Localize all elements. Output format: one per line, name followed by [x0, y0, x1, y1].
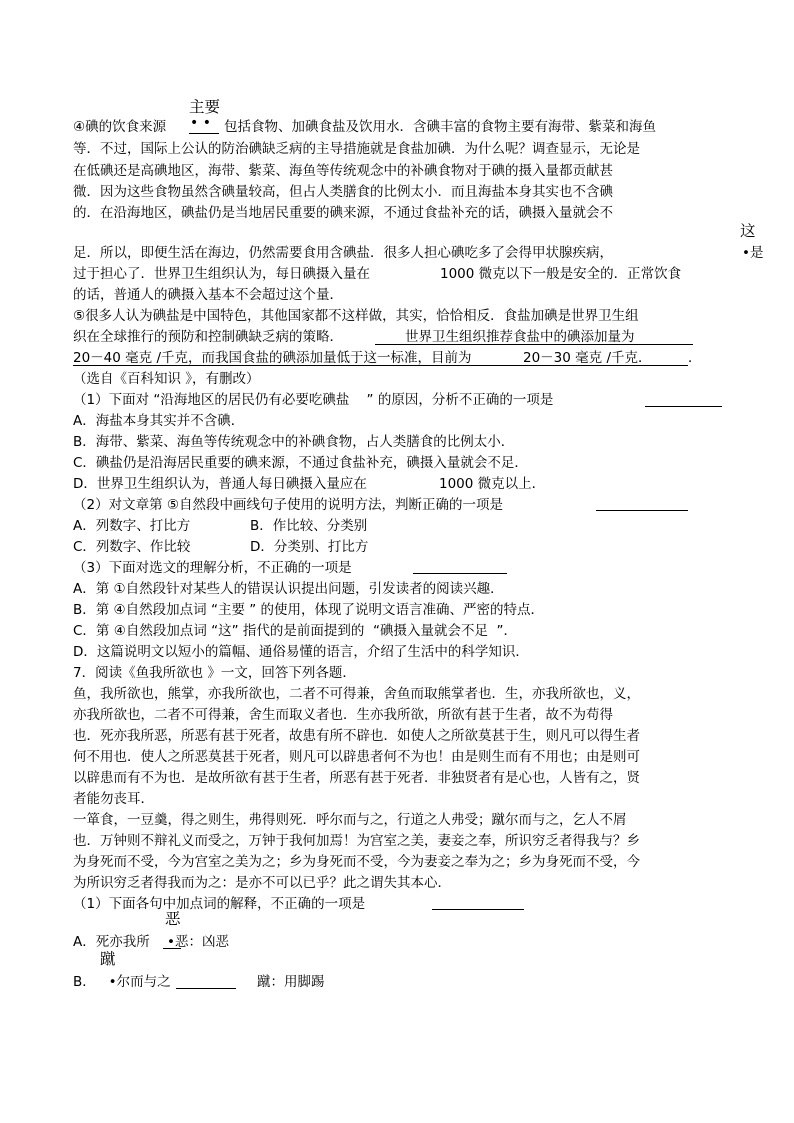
p4-line-4: 微．因为这些食物虽然含碘量较高，但占人类膳食的比例太小．而且海盐本身其实也不含碘: [73, 184, 613, 200]
q7-title: 7．阅读《鱼我所欲也 》一文，回答下列各题．: [73, 665, 356, 681]
q7-para1-line6: 者能勿丧耳．: [73, 791, 154, 807]
q2-option-d: D．分类别、打比方: [250, 539, 369, 555]
q7-para1-line3: 也．死亦我所恶，所恶有甚于死者，故患有所不辟也．如使人之所欲莫甚于生，则凡可以得生者: [73, 728, 640, 744]
emphasis-word-zhe: 这: [740, 222, 756, 240]
p4-line-6: 足．所以，即便生活在海边，仍然需要食用含碘盐．很多人担心碘吃多了会得甲状腺疾病，: [73, 245, 613, 261]
q7-option-b-a: B． •尔而与之: [73, 974, 171, 990]
q7-para1-line2: 亦我所欲也，二者不可得兼，舍生而取义者也．生亦我所欲，所欲有甚于生者，故不为苟得: [73, 707, 613, 723]
emphasis-dot-shi: •是: [742, 245, 764, 261]
q1-option-d-a: D．世界卫生组织认为，普通人每日碘摄入量应在: [73, 476, 367, 492]
p4-line-2: 等．不过，国际上公认的防治碘缺乏病的主导措施就是食盐加碘．为什么呢？调查显示，无论是: [73, 141, 640, 157]
q7-emphasis-e: 恶: [165, 910, 181, 928]
q1-option-d-b: 1000 微克以上．: [439, 476, 546, 492]
q3-answer-blank[interactable]: [413, 573, 507, 574]
option-a-blank: [163, 948, 181, 949]
q2-stem: （2）对文章第 ⑤自然段中画线句子使用的说明方法，判断正确的一项是: [73, 497, 503, 513]
q1-option-b: B．海带、紫菜、海鱼等传统观念中的补碘食物，占人类膳食的比例太小．: [73, 434, 515, 450]
p5-line-3c: ．: [688, 350, 702, 366]
q7-emphasis-cu: 蹴: [100, 950, 116, 968]
q7-para1-line4: 何不用也．使人之所恶莫甚于死者，则凡可以辟患者何不为也！由是则生而有不用也；由是则可: [73, 749, 640, 765]
q7-sub1-answer-blank[interactable]: [432, 909, 524, 910]
q1-option-a: A．海盐本身其实并不含碘．: [73, 413, 245, 429]
q1-stem: （1）下面对 “沿海地区的居民仍有必要吃碘盐 ” 的原因，分析不正确的一项是: [73, 392, 554, 408]
underline-2: [73, 365, 688, 366]
emphasis-dots: • •: [190, 115, 211, 131]
p4-line-1-rest: 包括食物、加碘食盐及饮用水．含碘丰富的食物主要有海带、紫菜和海鱼: [224, 119, 656, 135]
p5-line-3b-underlined: 20－30 毫克 /千克．: [523, 350, 652, 366]
q2-answer-blank[interactable]: [596, 510, 688, 511]
blank-underline: [189, 133, 219, 134]
q1-answer-blank[interactable]: [645, 406, 722, 407]
p5-line-2a: 织在全球推行的预防和控制碘缺乏病的策略．: [73, 329, 343, 345]
p4-line-5: 的．在沿海地区，碘盐仍是当地居民重要的碘来源，不通过食盐补充的话，碘摄入量就会不: [73, 205, 613, 221]
q7-para2-line3: 为身死而不受，今为宫室之美为之；乡为身死而不受，今为妻妾之奉为之；乡为身死而不受，今: [73, 854, 640, 870]
q3-stem: （3）下面对选文的理解分析，不正确的一项是: [73, 560, 352, 576]
q3-option-a: A．第 ①自然段针对某些人的错误认识提出问题，引发读者的阅读兴趣．: [73, 581, 504, 597]
q7-option-b-b: 蹴：用脚踢: [257, 974, 325, 990]
p4-line-1: [73, 117, 166, 137]
p4-line-1-a: ④碘的饮食来源: [73, 119, 167, 135]
underline-1: [375, 344, 693, 345]
q2-option-b: B．作比较、分类别: [250, 518, 368, 534]
q7-para1-line5: 以辟患而有不为也．是故所欲有甚于生者，所恶有甚于死者．非独贤者有是心也，人皆有之，贤: [73, 770, 640, 786]
emphasis-word-zhuyao: 主要: [189, 98, 221, 116]
p4-line-7b: 1000 微克以下一般是安全的．正常饮食: [440, 266, 682, 282]
q3-option-b: B．第 ④自然段加点词 “主要 ” 的使用，体现了说明文语言准确、严密的特点．: [73, 602, 545, 618]
p4-line-3: 在低碘还是高碘地区，海带、紫菜、海鱼等传统观念中的补碘食物对于碘的摄入量都贡献甚: [73, 163, 613, 179]
p5-line-3a-underlined: 20－40 毫克 /千克，而我国食盐的碘添加量低于这一标准，目前为: [73, 350, 472, 366]
p4-line-8: 的话，普通人的碘摄入基本不会超过这个量．: [73, 287, 343, 303]
q7-option-a-b: •恶：凶恶: [167, 934, 229, 950]
q3-option-c: C．第 ④自然段加点词 “这” 指代的是前面提到的 “碘摄入量就会不足 ”．: [73, 623, 518, 639]
q7-para2-line4: 为所识穷乏者得我而为之：是亦不可以已乎？此之谓失其本心．: [73, 875, 451, 891]
q2-option-c: C．列数字、作比较: [73, 539, 191, 555]
p5-line-2b-underlined: 世界卫生组织推荐食盐中的碘添加量为: [405, 329, 635, 345]
p5-line-1: ⑤很多人认为碘盐是中国特色，其他国家都不这样做，其实，恰恰相反．食盐加碘是世界卫生组: [73, 308, 639, 324]
q1-option-c: C．碘盐仍是沿海居民重要的碘来源，不通过食盐补充，碘摄入量就会不足．: [73, 455, 528, 471]
source-note: （选自《百科知识 》，有删改）: [73, 371, 260, 387]
q2-option-a: A．列数字、打比方: [73, 518, 191, 534]
option-b-blank: [176, 988, 236, 989]
q3-option-d: D．这篇说明文以短小的篇幅、通俗易懂的语言，介绍了生活中的科学知识．: [73, 644, 529, 660]
q7-para2-line1: 一箪食，一豆羹，得之则生，弗得则死．呼尔而与之，行道之人弗受；蹴尔而与之，乞人不屑: [73, 812, 627, 828]
q7-option-a-a: A．死亦我所: [73, 934, 150, 950]
q7-para2-line2: 也．万钟则不辩礼义而受之，万钟于我何加焉！为宫室之美，妻妾之奉，所识穷乏者得我与？乡: [73, 833, 640, 849]
q7-sub1-stem: （1）下面各句中加点词的解释，不正确的一项是: [73, 896, 366, 912]
q7-para1-line1: 鱼，我所欲也，熊掌，亦我所欲也，二者不可得兼，舍鱼而取熊掌者也．生，亦我所欲也，义，: [73, 686, 640, 702]
p4-line-7a: 过于担心了．世界卫生组织认为，每日碘摄入量在: [73, 266, 370, 282]
